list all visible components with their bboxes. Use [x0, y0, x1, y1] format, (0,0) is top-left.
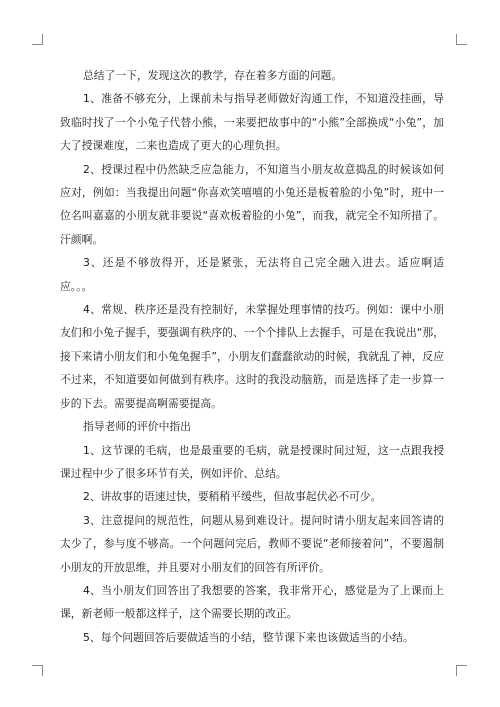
- paragraph-problem-4: 4、常规、秩序还是没有控制好，未掌握处理事情的技巧。例如：课中小朋友们和小兔子握手，要强调有秩序的、一个个排队上去握手，可是在我说出“那，接下来请小朋友们和小兔兔握手”，小朋友们蠢蠢欲动的时候，我就乱了神，反应不过来，不知道要如何做到有秩序。这时的我没动脑筋，而是选择了走一步算一步的下去。需要提高啊需要提高。: [60, 303, 444, 410]
- paragraph-feedback-4: 4、当小朋友们回答出了我想要的答案，我非常开心，感觉是为了上课而上课，新老师一般都这样子，这个需要长期的改正。: [60, 583, 444, 621]
- page-corner-mark-top-left: [32, 34, 43, 45]
- paragraph-feedback-3: 3、注意提问的规范性，问题从易到难设计。提问时请小朋友起来回答请的太少了，参与度不够高。一个问题问完后，教师不要说“老师接着问”，不要遏制小朋友的开放思维，并且要对小朋友们的回答有所评价。: [60, 513, 444, 574]
- page-corner-mark-bottom-right: [456, 665, 467, 676]
- paragraph-teacher-feedback-heading: 指导老师的评价中指出: [83, 420, 191, 434]
- paragraph-problem-1: 1、准备不够充分，上课前未与指导老师做好沟通工作，不知道没挂画，导致临时找了一个小兔子代替小熊，一来要把故事中的“小熊”全部换成“小兔”，加大了授课难度，二来也造成了更大的心理负担。: [60, 92, 444, 153]
- paragraph-summary-intro: 总结了一下，发现这次的教学，存在着多方面的问题。: [83, 69, 343, 82]
- document-body: [60, 64, 444, 649]
- paragraph-feedback-2: 2、讲故事的语速过快，要稍稍平缓些，但故事起伏必不可少。: [83, 490, 382, 504]
- page-corner-mark-top-right: [456, 34, 467, 45]
- paragraph-feedback-1: 1、这节课的毛病，也是最重要的毛病，就是授课时间过短，这一点跟我授课过程中少了很多环节有关，例如评价、总结。: [60, 443, 444, 480]
- page-corner-mark-bottom-left: [32, 665, 43, 676]
- paragraph-problem-3: 3、还是不够放得开，还是紧张，无法将自己完全融入进去。适应啊适应。。。: [60, 256, 444, 293]
- paragraph-feedback-5: 5、每个问题回答后要做适当的小结，整节课下来也该做适当的小结。: [83, 630, 414, 644]
- paragraph-problem-2: 2、授课过程中仍然缺乏应急能力，不知道当小朋友故意捣乱的时候该如何应对，例如：当我提出问题“你喜欢笑嘻嘻的小兔还是板着脸的小兔”时，班中一位名叫嘉嘉的小朋友就非要说“喜欢板着脸的小兔”，而我，就完全不知所措了。汗颜啊。: [60, 162, 444, 246]
